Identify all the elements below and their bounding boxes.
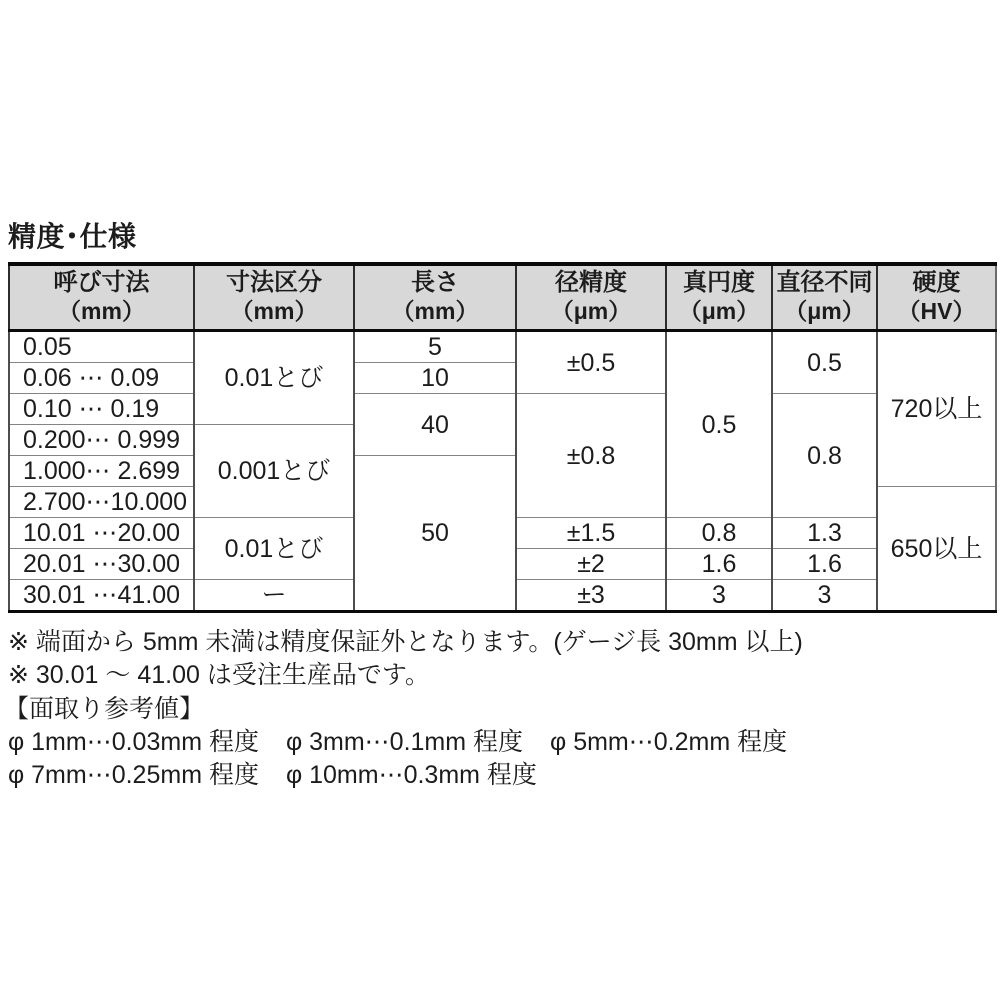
header-roundness-title: 真円度 [683, 268, 755, 296]
chamfer-item: φ 7mm⋯0.25mm 程度 [8, 761, 259, 790]
cell-division: 0.01とび [194, 518, 354, 580]
header-roundness-unit: （μm） [678, 297, 760, 324]
header-accuracy [516, 264, 666, 331]
header-accuracy-title: 径精度 [555, 268, 627, 296]
table-row [9, 394, 996, 425]
notes-section [4, 626, 994, 792]
cell-division: 0.01とび [194, 331, 354, 425]
table-row [9, 331, 996, 363]
cell-hardness: 720以上 [877, 331, 996, 487]
cell-roundness: 1.6 [666, 549, 772, 580]
chamfer-item: φ 10mm⋯0.3mm 程度 [285, 761, 537, 790]
chamfer-row-2 [8, 759, 994, 792]
header-roundness [666, 264, 772, 331]
spec-table [8, 262, 997, 613]
header-accuracy-unit: （μm） [550, 297, 632, 324]
cell-nominal: 0.10 ⋯ 0.19 [9, 394, 194, 425]
cell-accuracy: ±3 [516, 580, 666, 612]
header-length [354, 264, 516, 331]
cell-variation: 0.8 [772, 394, 877, 518]
cell-roundness: 0.8 [666, 518, 772, 549]
header-variation-unit: （μm） [784, 297, 865, 324]
cell-length: 50 [354, 456, 516, 612]
cell-length: 40 [354, 394, 516, 456]
cell-variation: 1.6 [772, 549, 877, 580]
header-length-unit: （mm） [391, 297, 479, 324]
cell-variation: 1.3 [772, 518, 877, 549]
cell-division: ー [194, 580, 354, 612]
note-made-to-order: ※ 30.01 ～ 41.00 は受注生産品です。 [8, 661, 430, 690]
chamfer-heading: 【面取り参考値】 [4, 695, 205, 724]
header-nominal [9, 264, 194, 331]
cell-accuracy: ±2 [516, 549, 666, 580]
chamfer-item: φ 5mm⋯0.2mm 程度 [550, 728, 788, 757]
header-division-unit: （mm） [230, 297, 318, 324]
header-hardness [877, 264, 996, 331]
cell-nominal: 1.000⋯ 2.699 [9, 456, 194, 487]
header-row [9, 264, 996, 331]
cell-roundness: 3 [666, 580, 772, 612]
header-hardness-unit: （HV） [897, 297, 976, 324]
cell-nominal: 2.700⋯10.000 [9, 487, 194, 518]
cell-nominal: 0.06 ⋯ 0.09 [9, 363, 194, 394]
header-variation [772, 264, 877, 331]
header-division-title: 寸法区分 [226, 268, 322, 296]
header-nominal-title: 呼び寸法 [53, 268, 150, 296]
cell-division: 0.001とび [194, 425, 354, 518]
cell-hardness: 650以上 [877, 487, 996, 612]
header-hardness-title: 硬度 [912, 268, 961, 296]
header-length-title: 長さ [411, 268, 459, 296]
cell-accuracy: ±1.5 [516, 518, 666, 549]
chamfer-item: φ 1mm⋯0.03mm 程度 [8, 728, 259, 757]
cell-variation: 3 [772, 580, 877, 612]
cell-accuracy: ±0.5 [516, 331, 666, 394]
note-accuracy-guarantee: ※ 端面から 5mm 未満は精度保証外となります。(ゲージ長 30mm 以上) [8, 628, 803, 657]
header-division [194, 264, 354, 331]
cell-nominal: 20.01 ⋯30.00 [9, 549, 194, 580]
chamfer-item: φ 3mm⋯0.1mm 程度 [285, 728, 524, 757]
cell-length: 10 [354, 363, 516, 394]
cell-accuracy: ±0.8 [516, 394, 666, 518]
header-variation-title: 直径不同 [776, 268, 873, 296]
cell-nominal: 0.200⋯ 0.999 [9, 425, 194, 456]
chamfer-row-1 [8, 726, 994, 759]
cell-nominal: 10.01 ⋯20.00 [9, 518, 194, 549]
header-nominal-unit: （mm） [58, 297, 145, 324]
page-title: 精度･仕様 [8, 221, 137, 252]
cell-length: 5 [354, 331, 516, 363]
cell-nominal: 0.05 [9, 331, 194, 363]
cell-roundness: 0.5 [666, 331, 772, 518]
cell-variation: 0.5 [772, 331, 877, 394]
cell-nominal: 30.01 ⋯41.00 [9, 580, 194, 612]
